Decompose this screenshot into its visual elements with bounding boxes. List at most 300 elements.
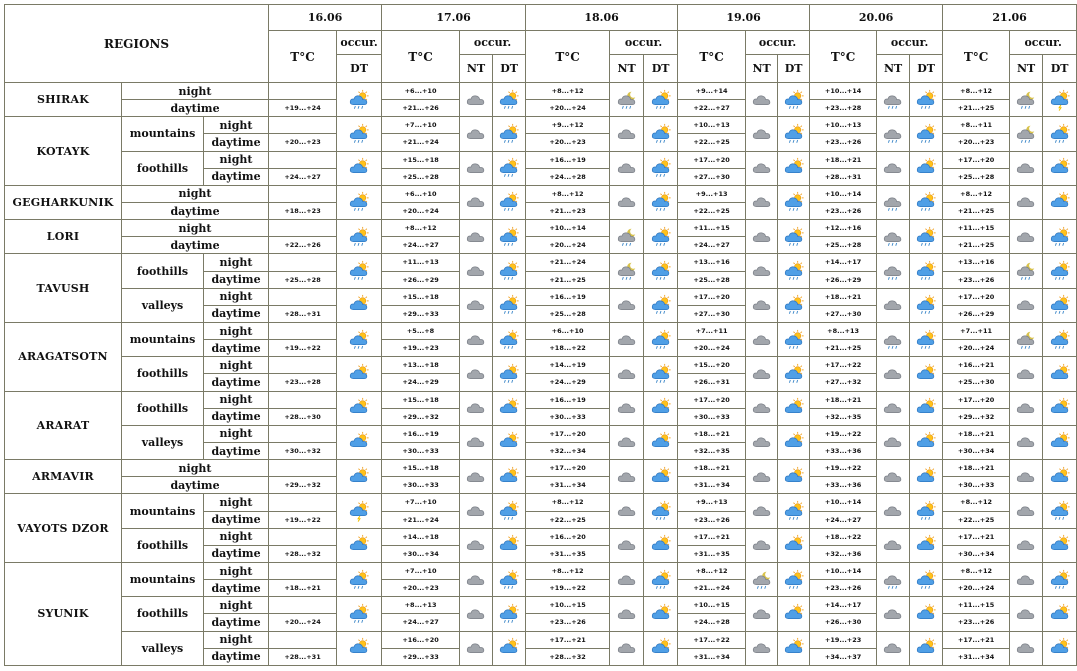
night-temperature: +8...+12 [526, 185, 610, 202]
subregion-name: mountains [122, 494, 204, 528]
cloud-icon [616, 432, 638, 451]
weather-cell [910, 83, 943, 117]
cloud-icon [465, 466, 487, 485]
day-temperature: +28...+30 [269, 408, 337, 425]
time-of-day-label: daytime [122, 477, 269, 494]
night-temperature: +16...+19 [526, 391, 610, 408]
weather-cell [493, 220, 526, 254]
day-temperature: +19...+23 [382, 340, 460, 357]
weather-cell [460, 151, 493, 185]
day-temperature: +24...+28 [526, 168, 610, 185]
sun-cloud-icon [348, 363, 370, 382]
weather-cell [1010, 322, 1043, 356]
table-row [5, 425, 1077, 442]
cloud-icon [616, 329, 638, 348]
day-temperature: +34...+37 [810, 648, 877, 665]
sun-cloud-icon [783, 466, 805, 485]
weather-cell [910, 288, 943, 322]
day-temperature: +19...+22 [269, 511, 337, 528]
weather-cell [493, 83, 526, 117]
weather-cell [493, 631, 526, 666]
cloud-icon [1015, 569, 1037, 588]
night-temperature [269, 220, 337, 237]
sun-cloud-icon [348, 466, 370, 485]
cloud-icon [751, 158, 773, 177]
day-temperature: +23...+26 [526, 614, 610, 631]
day-temperature: +33...+36 [810, 477, 877, 494]
sun-cloud-rain-icon [650, 123, 672, 142]
weather-cell [460, 220, 493, 254]
sun-cloud-icon [650, 638, 672, 657]
night-temperature: +8...+12 [943, 83, 1010, 100]
night-cloud-rain-icon [1015, 123, 1037, 142]
sun-cloud-icon [1049, 466, 1071, 485]
time-of-day-label: night [204, 631, 269, 648]
night-temperature: +19...+22 [810, 425, 877, 442]
night-temperature [269, 151, 337, 168]
cloud-icon [465, 603, 487, 622]
night-temperature: +17...+20 [526, 460, 610, 477]
day-temperature: +19...+24 [269, 100, 337, 117]
cloud-icon [465, 89, 487, 108]
table-row [5, 494, 1077, 511]
occurrence-header: occur. [1010, 31, 1077, 55]
sun-cloud-rain-icon [348, 261, 370, 280]
subregion-name: foothills [122, 357, 204, 391]
weather-cell [337, 391, 382, 425]
temperature-header: T°C [382, 31, 460, 83]
table-row [5, 528, 1077, 545]
weather-cell [610, 425, 644, 459]
day-temperature: +26...+29 [382, 271, 460, 288]
cloud-rain-icon [882, 329, 904, 348]
weather-cell [610, 597, 644, 631]
table-row [5, 562, 1077, 579]
weather-cell [1043, 254, 1077, 288]
night-temperature [269, 288, 337, 305]
regions-header: REGIONS [5, 5, 269, 83]
day-temperature: +21...+24 [678, 580, 746, 597]
time-of-day-label: night [204, 117, 269, 134]
weather-cell [337, 254, 382, 288]
cloud-icon [1015, 466, 1037, 485]
weather-cell [644, 425, 678, 459]
sun-cloud-icon [348, 432, 370, 451]
sun-cloud-rain-icon [498, 569, 520, 588]
sun-cloud-icon [650, 603, 672, 622]
sun-cloud-rain-icon [1049, 329, 1071, 348]
sun-cloud-icon [650, 432, 672, 451]
table-row [5, 185, 1077, 202]
weather-cell [778, 288, 810, 322]
cloud-icon [465, 123, 487, 142]
day-temperature: +25...+28 [810, 237, 877, 254]
cloud-rain-icon [882, 192, 904, 211]
night-temperature: +15...+20 [678, 357, 746, 374]
time-of-day-label: daytime [122, 100, 269, 117]
weather-cell [460, 391, 493, 425]
sun-cloud-icon [783, 638, 805, 657]
cloud-icon [616, 466, 638, 485]
weather-cell [1010, 562, 1043, 596]
weather-cell [460, 425, 493, 459]
night-temperature: +10...+13 [810, 117, 877, 134]
sun-cloud-rain-icon [1049, 226, 1071, 245]
cloud-icon [751, 398, 773, 417]
night-temperature: +9...+13 [678, 494, 746, 511]
subregion-name: foothills [122, 391, 204, 425]
sun-cloud-icon [650, 535, 672, 554]
night-temperature: +9...+12 [526, 117, 610, 134]
sun-cloud-icon [783, 158, 805, 177]
weather-cell [778, 117, 810, 151]
sun-cloud-rain-icon [915, 501, 937, 520]
night-temperature: +6...+10 [382, 185, 460, 202]
day-temperature: +21...+25 [810, 340, 877, 357]
night-temperature: +16...+20 [382, 631, 460, 648]
time-of-day-label: daytime [204, 545, 269, 562]
night-temperature: +11...+15 [678, 220, 746, 237]
night-temperature [269, 83, 337, 100]
sun-cloud-thunder-icon [1049, 89, 1071, 108]
weather-cell [877, 631, 910, 666]
weather-cell [644, 597, 678, 631]
day-temperature: +30...+32 [269, 442, 337, 459]
night-temperature: +6...+10 [526, 322, 610, 339]
weather-cell [746, 494, 778, 528]
daytime-code-header: DT [337, 55, 382, 83]
sun-cloud-rain-icon [783, 123, 805, 142]
day-temperature: +23...+26 [810, 134, 877, 151]
sun-cloud-rain-icon [650, 501, 672, 520]
cloud-icon [616, 569, 638, 588]
night-temperature: +7...+11 [943, 322, 1010, 339]
weather-cell [1010, 185, 1043, 219]
weather-cell [778, 460, 810, 494]
weather-cell [877, 597, 910, 631]
night-temperature: +8...+13 [382, 597, 460, 614]
weather-cell [337, 631, 382, 666]
subregion-name: valleys [122, 288, 204, 322]
weather-cell [778, 391, 810, 425]
time-of-day-label: night [204, 391, 269, 408]
occurrence-header: occur. [610, 31, 678, 55]
temperature-header: T°C [526, 31, 610, 83]
day-temperature: +21...+25 [943, 237, 1010, 254]
day-temperature: +19...+22 [269, 340, 337, 357]
weather-cell [778, 562, 810, 596]
weather-cell [910, 631, 943, 666]
sun-cloud-rain-icon [783, 569, 805, 588]
day-temperature: +21...+25 [526, 271, 610, 288]
time-of-day-label: night [122, 220, 269, 237]
sun-cloud-rain-icon [1049, 501, 1071, 520]
night-temperature: +7...+10 [382, 494, 460, 511]
sun-cloud-icon [348, 295, 370, 314]
night-temperature: +7...+10 [382, 117, 460, 134]
weather-cell [610, 391, 644, 425]
cloud-icon [465, 501, 487, 520]
weather-cell [644, 357, 678, 391]
weather-cell [493, 357, 526, 391]
weather-cell [877, 83, 910, 117]
time-of-day-label: night [122, 83, 269, 100]
time-of-day-label: night [204, 562, 269, 579]
weather-cell [610, 151, 644, 185]
day-temperature: +31...+35 [526, 545, 610, 562]
sun-cloud-icon [498, 535, 520, 554]
cloud-icon [1015, 638, 1037, 657]
weather-cell [1043, 597, 1077, 631]
night-temperature: +18...+21 [810, 391, 877, 408]
weather-cell [610, 631, 644, 666]
day-temperature: +20...+24 [269, 614, 337, 631]
sun-cloud-icon [915, 398, 937, 417]
night-temperature: +15...+18 [382, 391, 460, 408]
daytime-code-header: DT [910, 55, 943, 83]
day-temperature: +28...+31 [269, 305, 337, 322]
weather-cell [1043, 151, 1077, 185]
weather-cell [337, 220, 382, 254]
cloud-icon [751, 89, 773, 108]
sun-cloud-rain-icon [650, 261, 672, 280]
weather-cell [1043, 391, 1077, 425]
sun-cloud-rain-icon [783, 363, 805, 382]
cloud-icon [465, 363, 487, 382]
sun-cloud-rain-icon [498, 123, 520, 142]
weather-cell [610, 494, 644, 528]
table-row [5, 220, 1077, 237]
weather-cell [1043, 220, 1077, 254]
time-of-day-label: daytime [122, 202, 269, 219]
night-temperature [269, 357, 337, 374]
sun-cloud-icon [348, 638, 370, 657]
weather-cell [1010, 631, 1043, 666]
night-temperature: +14...+17 [810, 254, 877, 271]
sun-cloud-icon [1049, 398, 1071, 417]
cloud-icon [465, 569, 487, 588]
weather-cell [746, 425, 778, 459]
cloud-icon [1015, 501, 1037, 520]
weather-cell [746, 562, 778, 596]
weather-cell [644, 460, 678, 494]
weather-cell [493, 528, 526, 562]
night-temperature: +19...+22 [810, 460, 877, 477]
night-temperature: +18...+21 [810, 151, 877, 168]
sun-cloud-icon [348, 158, 370, 177]
night-temperature: +9...+14 [678, 83, 746, 100]
night-temperature: +8...+12 [943, 185, 1010, 202]
day-temperature: +32...+35 [678, 442, 746, 459]
sun-cloud-icon [348, 535, 370, 554]
region-name: ARAGATSOTN [5, 322, 122, 391]
weather-cell [1043, 83, 1077, 117]
sun-cloud-rain-icon [498, 89, 520, 108]
day-temperature: +26...+29 [810, 271, 877, 288]
cloud-icon [751, 501, 773, 520]
day-temperature: +26...+31 [678, 374, 746, 391]
sun-cloud-icon [1049, 192, 1071, 211]
sun-cloud-rain-icon [915, 569, 937, 588]
weather-cell [1010, 460, 1043, 494]
sun-cloud-rain-icon [498, 158, 520, 177]
subregion-name: valleys [122, 631, 204, 666]
weather-cell [610, 254, 644, 288]
cloud-icon [616, 501, 638, 520]
night-temperature: +7...+10 [382, 562, 460, 579]
sun-cloud-rain-icon [783, 89, 805, 108]
weather-cell [1043, 425, 1077, 459]
night-temperature: +5...+8 [382, 322, 460, 339]
weather-cell [1043, 357, 1077, 391]
weather-cell [337, 425, 382, 459]
sun-cloud-icon [783, 535, 805, 554]
sun-cloud-icon [498, 432, 520, 451]
day-temperature: +21...+24 [382, 511, 460, 528]
cloud-icon [465, 226, 487, 245]
day-temperature: +23...+26 [943, 614, 1010, 631]
day-temperature: +18...+22 [526, 340, 610, 357]
night-cloud-rain-icon [1015, 329, 1037, 348]
night-temperature: +18...+21 [678, 425, 746, 442]
cloud-icon [616, 295, 638, 314]
day-temperature: +30...+33 [382, 477, 460, 494]
weather-cell [910, 151, 943, 185]
weather-cell [778, 83, 810, 117]
sun-cloud-rain-icon [348, 329, 370, 348]
weather-cell [644, 151, 678, 185]
weather-cell [337, 151, 382, 185]
weather-cell [746, 254, 778, 288]
weather-cell [746, 151, 778, 185]
cloud-icon [882, 466, 904, 485]
night-cloud-rain-icon [1015, 261, 1037, 280]
weather-cell [910, 357, 943, 391]
weather-cell [778, 425, 810, 459]
weather-cell [337, 460, 382, 494]
weather-cell [644, 494, 678, 528]
sun-cloud-rain-icon [348, 603, 370, 622]
sun-cloud-rain-icon [915, 123, 937, 142]
sun-cloud-icon [498, 638, 520, 657]
day-temperature: +29...+32 [382, 408, 460, 425]
weather-cell [778, 322, 810, 356]
cloud-icon [465, 192, 487, 211]
occurrence-header: occur. [877, 31, 943, 55]
cloud-icon [751, 603, 773, 622]
table-row [5, 151, 1077, 168]
cloud-icon [751, 432, 773, 451]
sun-cloud-rain-icon [1049, 295, 1071, 314]
night-temperature [269, 322, 337, 339]
day-temperature: +27...+30 [678, 168, 746, 185]
night-temperature: +8...+12 [382, 220, 460, 237]
weather-cell [337, 562, 382, 596]
table-row [5, 83, 1077, 100]
night-temperature: +12...+16 [810, 220, 877, 237]
day-temperature: +24...+27 [678, 237, 746, 254]
sun-cloud-rain-icon [348, 192, 370, 211]
weather-cell [610, 220, 644, 254]
weather-cell [337, 185, 382, 219]
weather-cell [460, 528, 493, 562]
weather-cell [910, 562, 943, 596]
cloud-icon [882, 603, 904, 622]
sun-cloud-icon [348, 398, 370, 417]
weather-cell [1010, 151, 1043, 185]
night-temperature: +17...+22 [678, 631, 746, 648]
night-temperature [269, 494, 337, 511]
night-cloud-rain-icon [751, 569, 773, 588]
subregion-name: foothills [122, 597, 204, 631]
night-temperature: +10...+15 [678, 597, 746, 614]
night-temperature: +10...+14 [810, 83, 877, 100]
night-code-header: NT [1010, 55, 1043, 83]
date-header: 16.06 [269, 5, 382, 31]
weather-cell [644, 83, 678, 117]
date-header: 20.06 [810, 5, 943, 31]
cloud-icon [616, 158, 638, 177]
night-code-header: NT [877, 55, 910, 83]
night-temperature: +13...+16 [678, 254, 746, 271]
cloud-icon [751, 363, 773, 382]
temperature-header: T°C [269, 31, 337, 83]
weather-cell [493, 562, 526, 596]
weather-cell [493, 185, 526, 219]
night-temperature: +10...+14 [810, 494, 877, 511]
weather-cell [460, 494, 493, 528]
subregion-name: foothills [122, 151, 204, 185]
night-temperature [269, 460, 337, 477]
weather-cell [778, 185, 810, 219]
sun-cloud-icon [498, 398, 520, 417]
cloud-icon [465, 158, 487, 177]
day-temperature: +20...+24 [943, 340, 1010, 357]
weather-cell [877, 151, 910, 185]
table-row [5, 391, 1077, 408]
day-temperature: +28...+32 [526, 648, 610, 665]
region-name: TAVUSH [5, 254, 122, 323]
sun-cloud-icon [1049, 603, 1071, 622]
weather-cell [460, 631, 493, 666]
night-temperature: +8...+12 [943, 494, 1010, 511]
sun-cloud-rain-icon [650, 158, 672, 177]
sun-cloud-icon [783, 603, 805, 622]
time-of-day-label: daytime [204, 134, 269, 151]
weather-cell [644, 528, 678, 562]
night-temperature: +15...+18 [382, 288, 460, 305]
daytime-code-header: DT [778, 55, 810, 83]
sun-cloud-icon [915, 432, 937, 451]
cloud-icon [751, 261, 773, 280]
weather-cell [910, 322, 943, 356]
cloud-icon [465, 535, 487, 554]
night-temperature [269, 562, 337, 579]
sun-cloud-icon [650, 466, 672, 485]
time-of-day-label: daytime [204, 305, 269, 322]
night-cloud-rain-icon [1015, 89, 1037, 108]
cloud-icon [882, 398, 904, 417]
night-temperature: +7...+11 [678, 322, 746, 339]
region-name: KOTAYK [5, 117, 122, 186]
night-temperature: +17...+21 [943, 528, 1010, 545]
day-temperature: +20...+24 [382, 202, 460, 219]
forecast-table [4, 4, 1077, 666]
cloud-icon [465, 329, 487, 348]
night-temperature: +10...+14 [526, 220, 610, 237]
table-row [5, 254, 1077, 271]
day-temperature: +27...+30 [678, 305, 746, 322]
